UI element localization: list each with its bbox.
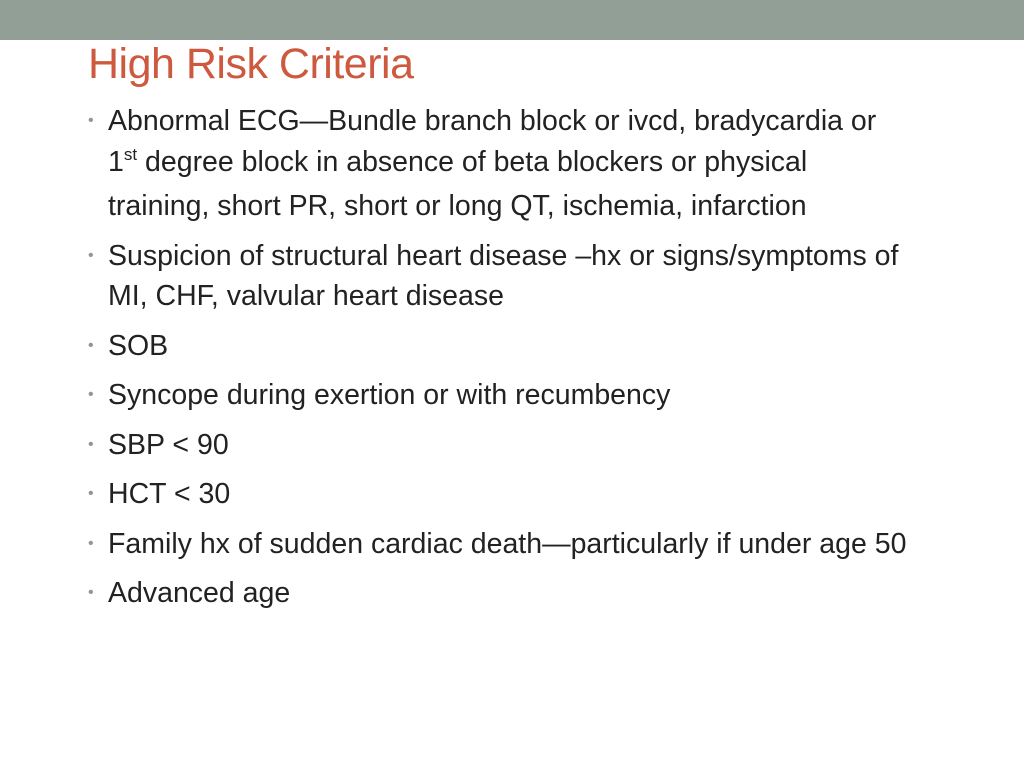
bullet-item	[88, 236, 908, 317]
bullet-item	[88, 474, 908, 515]
bullet-marker-icon: •	[88, 485, 94, 502]
bullet-text: Family hx of sudden cardiac death—particularly if under age 50	[108, 527, 907, 560]
slide-title: High Risk Criteria	[88, 40, 414, 88]
bullet-item	[88, 375, 908, 416]
bullet-item	[88, 425, 908, 466]
bullet-marker-icon: •	[88, 435, 94, 453]
bullet-item	[88, 101, 908, 227]
bullet-text: HCT < 30	[108, 478, 231, 510]
bullet-text: Advanced age	[108, 577, 291, 609]
bullet-text: SBP < 90	[108, 428, 229, 461]
bullet-text: Suspicion of structural heart disease –hx or signs/symptoms of MI, CHF, valvular heart disease	[108, 239, 899, 312]
bullet-item	[88, 524, 908, 565]
bullet-text: Abnormal ECG—Bundle branch block or ivcd, bradycardia or 1st degree block in absence of beta blockers or physical training, short PR, short or long QT, ischemia, infarction	[108, 105, 877, 222]
bullet-marker-icon: •	[88, 112, 94, 129]
bullet-text: Syncope during exertion or with recumbency	[108, 379, 671, 411]
bullet-marker-icon: •	[88, 584, 94, 601]
top-accent-band	[0, 0, 1024, 40]
bullet-marker-icon: •	[88, 534, 94, 552]
bullet-marker-icon: •	[88, 386, 94, 403]
bullet-text: SOB	[108, 329, 169, 362]
bullet-item	[88, 573, 908, 614]
bullet-item	[88, 326, 908, 367]
bullet-list	[88, 101, 908, 623]
superscript: st	[123, 144, 138, 164]
bullet-marker-icon: •	[88, 336, 94, 354]
bullet-marker-icon: •	[88, 246, 94, 264]
